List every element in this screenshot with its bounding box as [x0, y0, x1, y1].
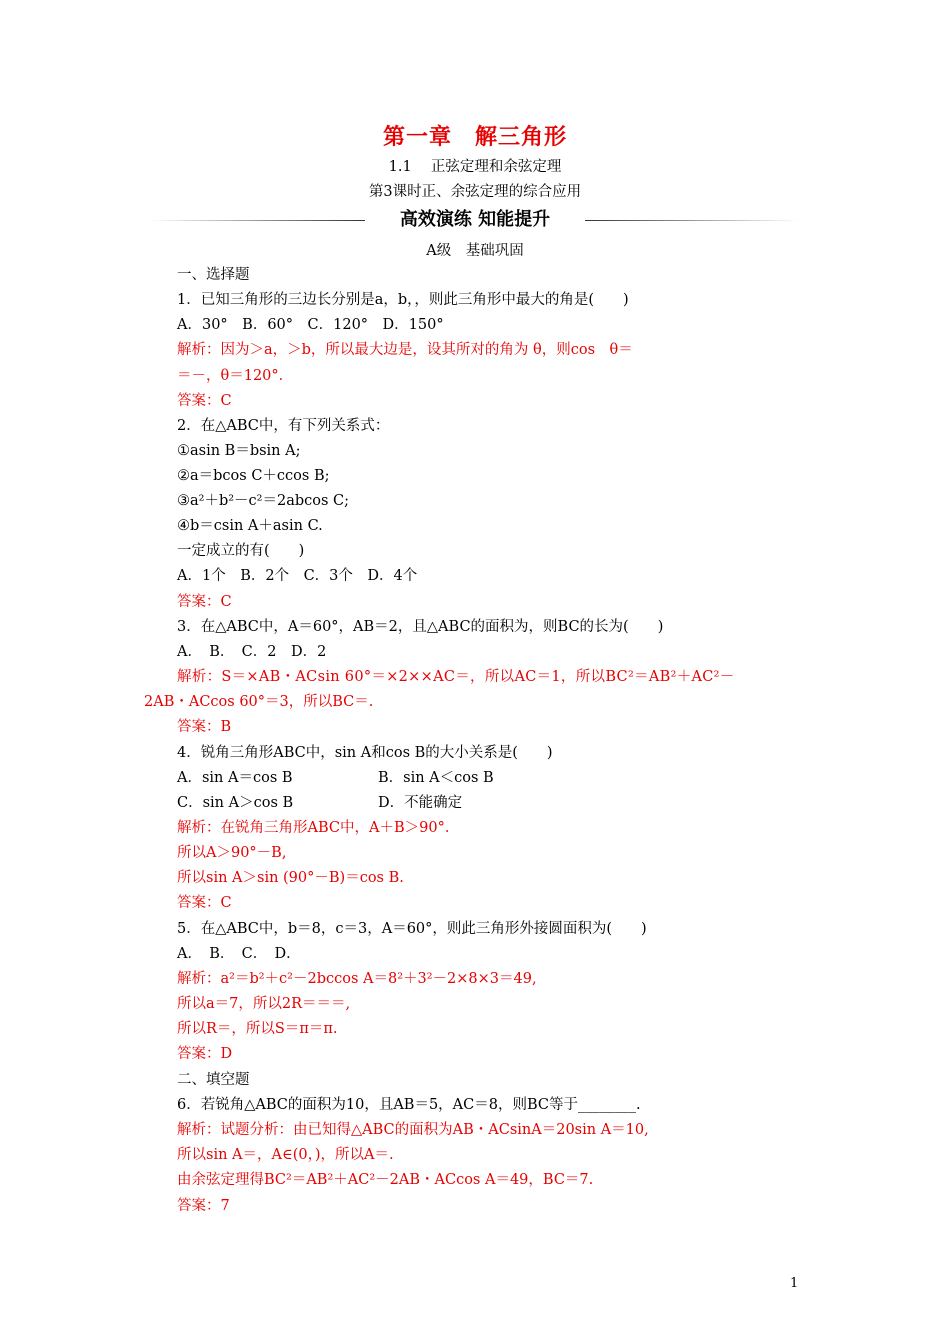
section-heading-fill: 二、填空题 [177, 1072, 250, 1088]
analysis-5-line2: 所以a＝7，所以2R＝＝＝, [177, 996, 351, 1012]
section-title: 1.1 正弦定理和余弦定理 [388, 159, 562, 175]
question-6: 6．若锐角△ABC的面积为10，且AB＝5，AC＝8，则BC等于________. [177, 1097, 641, 1113]
analysis-1-cont: ＝－，θ＝120°． [177, 368, 294, 384]
question-2-prompt: 一定成立的有( ) [177, 543, 305, 559]
analysis-6-line3: 由余弦定理得BC²＝AB²＋AC²－2AB・ACcos A＝49，BC＝7. [177, 1172, 594, 1188]
banner-text: 高效演练 知能提升 [399, 209, 551, 230]
page-number: 1 [790, 1276, 799, 1291]
question-1: 1．已知三角形的三边长分别是a，b，，则此三角形中最大的角是( ) [177, 292, 629, 308]
analysis-1: 解析：因为＞a，＞b，所以最大边是，设其所对的角为 θ，则cos θ＝ [177, 342, 633, 358]
question-5: 5．在△ABC中，b＝8，c＝3，A＝60°，则此三角形外接圆面积为( ) [177, 921, 647, 937]
relation-4: ④b＝csin A＋asin C. [177, 518, 323, 534]
lesson-title: 第3课时正、余弦定理的综合应用 [368, 184, 582, 200]
banner-rule-right [585, 220, 800, 221]
answer-5: 答案：D [177, 1046, 233, 1062]
question-3: 3．在△ABC中，A＝60°，AB＝2，且△ABC的面积为，则BC的长为( ) [177, 619, 664, 635]
options-5: A． B． C． D． [177, 946, 301, 962]
analysis-3: 解析：S＝×AB・ACsin 60°＝×2××AC＝，所以AC＝1，所以BC²＝AB²＋AC²－ [177, 669, 735, 685]
analysis-4: 解析：在锐角三角形ABC中，A＋B＞90°． [177, 820, 460, 836]
section-heading-choice: 一、选择题 [177, 267, 250, 283]
options-2: A．1个 B．2个 C．3个 D．4个 [177, 568, 418, 584]
analysis-4-line3: 所以sin A＞sin (90°－B)＝cos B. [177, 870, 404, 886]
answer-4: 答案：C [177, 895, 232, 911]
relation-1: ①asin B＝bsin A; [177, 443, 301, 459]
analysis-5: 解析：a²＝b²＋c²－2bccos A＝8²＋3²－2×8×3＝49, [177, 971, 537, 987]
option-4b: B．sin A＜cos B [378, 770, 494, 786]
option-4c: C．sin A＞cos B [177, 795, 294, 811]
answer-6: 答案：7 [177, 1198, 230, 1214]
question-2: 2．在△ABC中，有下列关系式： [177, 418, 390, 434]
options-1: A．30° B．60° C．120° D．150° [177, 317, 444, 333]
option-4d: D．不能确定 [378, 795, 463, 811]
relation-3: ③a²＋b²－c²＝2abcos C; [177, 493, 350, 509]
analysis-3-cont: 2AB・ACcos 60°＝3，所以BC＝. [144, 694, 374, 710]
analysis-4-line2: 所以A＞90°－B, [177, 845, 287, 861]
answer-3: 答案：B [177, 719, 232, 735]
chapter-title: 第一章 解三角形 [382, 124, 567, 150]
options-3: A． B． C．2 D．2 [177, 644, 327, 660]
banner [150, 208, 800, 232]
analysis-6: 解析：试题分析：由已知得△ABC的面积为AB・ACsinA＝20sin A＝10, [177, 1122, 649, 1138]
option-4a: A．sin A＝cos B [177, 770, 293, 786]
analysis-5-line3: 所以R＝，所以S＝π＝π. [177, 1021, 338, 1037]
answer-2: 答案：C [177, 594, 232, 610]
question-4: 4．锐角三角形ABC中，sin A和cos B的大小关系是( ) [177, 745, 553, 761]
answer-1: 答案：C [177, 393, 232, 409]
relation-2: ②a＝bcos C＋ccos B; [177, 468, 330, 484]
level-title: A级 基础巩固 [426, 243, 524, 259]
analysis-6-line2: 所以sin A＝，A∈(0，)，所以A＝. [177, 1147, 394, 1163]
